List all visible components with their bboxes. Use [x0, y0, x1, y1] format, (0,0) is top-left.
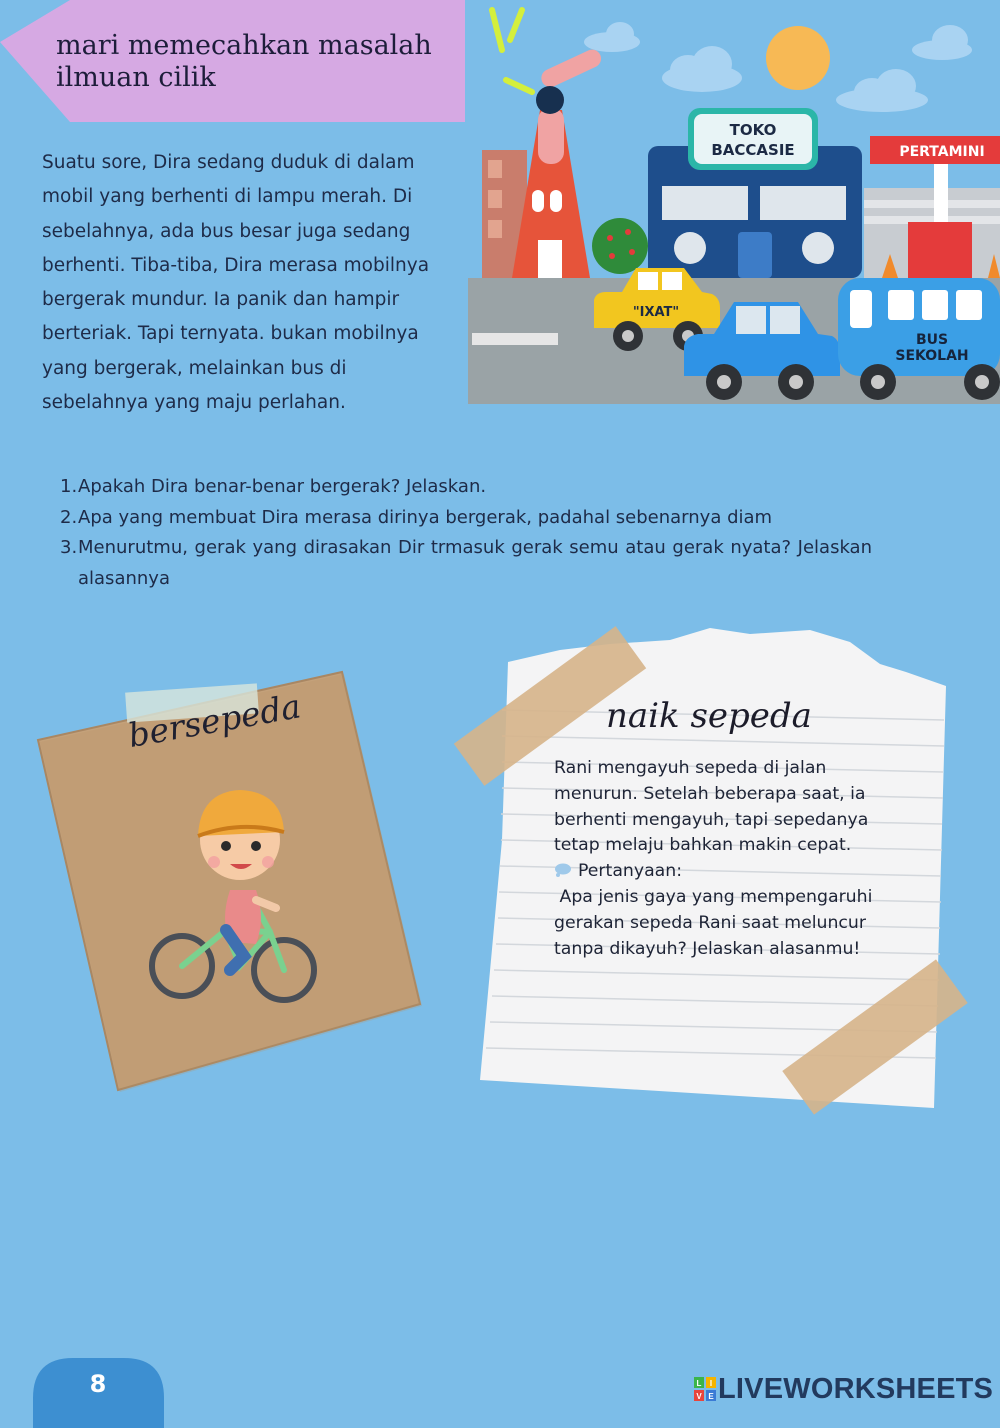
station-sign: PERTAMINI [899, 144, 985, 160]
liveworksheets-logo-icon [694, 1377, 716, 1401]
bus-label-line-1: BUS [915, 332, 949, 348]
question-list [60, 472, 872, 594]
note-line: menurun. Setelah beberapa saat, ia [554, 783, 866, 804]
toko-building [648, 108, 862, 278]
liveworksheets-brand[interactable] [694, 1374, 993, 1404]
svg-text:I: I [709, 1379, 713, 1388]
bike-card-title: bersepeda [125, 686, 304, 755]
question-text: Apa yang membuat Dira merasa dirinya bergerak, padahal sebenarnya diam [78, 506, 773, 528]
note-question-line: tanpa dikayuh? Jelaskan alasanmu! [554, 938, 861, 959]
svg-text:L: L [696, 1379, 702, 1388]
story-paragraph: Suatu sore, Dira sedang duduk di dalam mobil yang berhenti di lampu merah. Di sebelahnya, ada bus besar juga sedang berhenti. Tiba-tiba, Dira merasa mobilnya bergerak mundur. Ia panik dan hampir berteriak. Tapi ternyata. bukan mobilnya yang bergerak, melainkan bus di sebelahnya yang maju perlahan. [42, 152, 430, 414]
shop-sign-line-2: BACCASIE [711, 141, 795, 159]
title-line-1: mari memecahkan masalah [56, 30, 432, 61]
note-card-body [554, 756, 904, 962]
question-text: Menurutmu, gerak yang dirasakan Dir trmasuk gerak semu atau gerak nyata? Jelaskan alasannya [78, 537, 872, 589]
question-text: Apakah Dira benar-benar bergerak? Jelaskan. [78, 476, 487, 497]
city-traffic-illustration [462, 0, 1000, 410]
sun-icon [766, 26, 830, 90]
question-number: 3. [60, 537, 78, 558]
taxi-sign: "IXAT" [632, 305, 680, 320]
note-line: berhenti mengayuh, tapi sepedanya [554, 809, 869, 830]
question-item [60, 503, 872, 534]
shop-sign-line-1: TOKO [729, 121, 777, 139]
brand-text: LIVEWORKSHEETS [718, 1372, 994, 1405]
question-item [60, 472, 872, 503]
note-line: Rani mengayuh sepeda di jalan [554, 758, 827, 778]
note-card-title: naik sepeda [606, 696, 812, 736]
bus-label-line-2: SEKOLAH [895, 348, 969, 364]
note-line: tetap melaju bahkan makin cepat. [554, 835, 852, 856]
svg-text:E: E [708, 1392, 714, 1401]
question-label-row [554, 859, 904, 885]
page-number: 8 [89, 1370, 107, 1398]
note-question-line: Apa jenis gaya yang mempengaruhi [554, 886, 873, 907]
note-question-line: gerakan sepeda Rani saat meluncur [554, 912, 866, 933]
gas-station [864, 136, 1000, 278]
svg-text:V: V [696, 1392, 702, 1401]
title-line-2: ilmuan cilik [56, 62, 216, 93]
thought-bubble-icon [554, 863, 574, 877]
question-number: 1. [60, 476, 78, 497]
question-label: Pertanyaan: [578, 861, 683, 882]
question-number: 2. [60, 506, 78, 528]
question-item [60, 533, 872, 594]
page-title [56, 30, 476, 94]
